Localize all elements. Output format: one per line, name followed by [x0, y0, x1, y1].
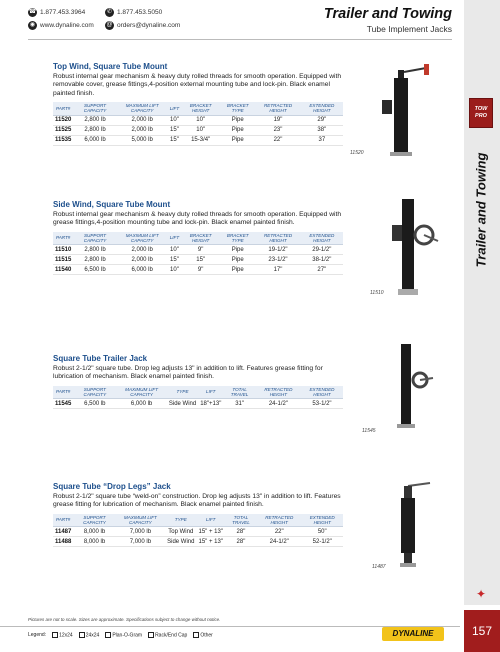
section-title: Square Tube Trailer Jack: [53, 354, 148, 363]
column-header: RETRACTED HEIGHT: [256, 386, 301, 399]
other-icon: [193, 632, 199, 638]
table-cell: 28": [225, 537, 257, 547]
table-cell: 53-1/2": [301, 399, 343, 409]
table-cell: 29-1/2": [301, 245, 343, 255]
rack-icon: [148, 632, 154, 638]
website-text: www.dynaline.com: [40, 22, 94, 29]
table-cell: Pipe: [220, 245, 255, 255]
spec-table: [53, 386, 343, 409]
table-cell: 10": [181, 115, 220, 125]
table-cell: 6,500 lb: [73, 265, 116, 275]
website-link[interactable]: [28, 21, 94, 30]
image-caption: 11487: [372, 564, 386, 570]
tow-pro-badge: TOW PRO: [469, 98, 493, 128]
table-cell: 2,800 lb: [73, 125, 116, 135]
table-cell: 6,500 lb: [73, 399, 116, 409]
box-icon: [79, 632, 85, 638]
dynaline-logo: DYNALINE: [382, 627, 444, 641]
table-header-row: [53, 514, 343, 527]
section-side-wind: [53, 200, 343, 275]
table-cell: 38": [301, 125, 343, 135]
table-row: [53, 135, 343, 145]
table-cell: 15": [168, 125, 181, 135]
table-cell: 15": [168, 255, 181, 265]
table-cell: 6,000 lb: [116, 399, 167, 409]
table-cell: 23": [255, 125, 300, 135]
table-cell: 7,000 lb: [116, 537, 166, 547]
table-cell: 2,800 lb: [73, 115, 116, 125]
column-header: PART#: [53, 386, 73, 399]
page-subtitle: Tube Implement Jacks: [366, 24, 452, 34]
table-cell: 2,000 lb: [117, 255, 168, 265]
column-header: LIFT: [196, 514, 224, 527]
table-cell: 18"+13": [200, 400, 222, 407]
maple-leaf-icon: ✦: [476, 587, 487, 601]
table-cell: 6,000 lb: [73, 135, 116, 145]
table-cell: Pipe: [220, 265, 255, 275]
column-header: TOTAL TRAVEL: [225, 514, 257, 527]
footer-note: Pictures are not to scale. Sizes are approximate. Specifications subject to change without notice.: [28, 617, 221, 622]
table-cell: Side Wind: [168, 400, 197, 407]
legend: [28, 632, 213, 638]
table-row: [53, 527, 343, 537]
table-row: [53, 125, 343, 135]
column-header: EXTENDED HEIGHT: [301, 386, 343, 399]
legend-item-12x24: 12x24: [52, 632, 73, 638]
phone-contact-1[interactable]: [28, 8, 85, 17]
section-description: Robust 2-1/2" square tube “weld-on” construction. Drop leg adjusts 13" in addition to lift. Features grease fitting for lubrication of mechanism. Black enamel painted finish.: [53, 493, 341, 509]
table-cell: 2,000 lb: [117, 245, 168, 255]
image-caption: 11510: [370, 290, 384, 296]
table-cell: 8,000 lb: [73, 527, 115, 537]
table-cell: Top Wind: [165, 527, 196, 537]
side-strip: [464, 0, 500, 605]
table-cell: 27": [301, 265, 343, 275]
image-caption: 11545: [362, 428, 376, 434]
spec-table: [53, 102, 343, 145]
table-cell: 17": [255, 265, 300, 275]
column-header: MAXIMUM LIFT CAPACITY: [116, 514, 166, 527]
table-cell: 24-1/2": [257, 537, 302, 547]
table-cell: 10": [168, 245, 181, 255]
table-cell: 6,000 lb: [117, 265, 168, 275]
table-cell: Side Wind: [167, 538, 195, 545]
table-cell: 28": [225, 527, 257, 537]
fax-icon: ✆: [106, 9, 113, 15]
table-cell: 24-1/2": [256, 399, 301, 409]
part-number-cell: 11545: [55, 400, 72, 407]
section-description: Robust internal gear mechanism & heavy duty rolled threads for smooth operation. Equipped with removable cover, grease fittings,4-position external mounting tube and lock-pin. Black enamel painted finish.: [53, 73, 342, 97]
table-cell: 10": [168, 265, 181, 275]
column-header: BRACKET HEIGHT: [181, 232, 220, 245]
table-cell: 22": [255, 135, 300, 145]
table-cell: 2,800 lb: [73, 255, 116, 265]
table-cell: 7,000 lb: [116, 527, 166, 537]
table-cell: 2,000 lb: [117, 125, 168, 135]
top-wind-jack-image: [370, 60, 440, 160]
table-cell: 2,000 lb: [117, 115, 168, 125]
column-header: BRACKET TYPE: [220, 102, 255, 115]
table-row: [53, 255, 343, 265]
part-number-cell: 11535: [55, 137, 72, 144]
page-number: 157: [464, 610, 500, 652]
drop-legs-jack-image: [390, 480, 445, 570]
section-title: Square Tube “Drop Legs” Jack: [53, 482, 171, 491]
spec-table: [53, 514, 343, 547]
column-header: SUPPORT CAPACITY: [73, 514, 115, 527]
table-cell: 8,000 lb: [73, 537, 115, 547]
column-header: BRACKET TYPE: [220, 232, 255, 245]
column-header: RETRACTED HEIGHT: [255, 232, 300, 245]
section-description: Robust 2-1/2" square tube. Drop leg adjusts 13" in addition to lift. Features grease fitting for lubrication of mechanism. Black enamel painted finish.: [53, 365, 323, 381]
column-header: TOTAL TRAVEL: [223, 386, 256, 399]
page-title: Trailer and Towing: [323, 6, 452, 22]
column-header: MAXIMUM LIFT CAPACITY: [117, 232, 168, 245]
table-cell: 19": [255, 115, 300, 125]
table-header-row: [53, 386, 343, 399]
table-cell: 19-1/2": [255, 245, 300, 255]
table-cell: Pipe: [220, 125, 255, 135]
shelf-icon: [105, 632, 111, 638]
section-drop-legs: [53, 482, 343, 547]
section-top-wind: [53, 62, 343, 146]
table-cell: 10": [168, 115, 181, 125]
section-description: Robust internal gear mechanism & heavy duty rolled threads for smooth operation. Equipped with grease fittings,4-position mounting tube and lock-pin. Black enamel painted finish.: [53, 211, 342, 227]
phone-text-2: 1.877.453.5050: [117, 9, 163, 16]
side-category-label: [464, 145, 498, 275]
table-cell: 15" + 13": [198, 538, 223, 545]
globe-icon: ◉: [29, 22, 36, 28]
table-cell: 38-1/2": [301, 255, 343, 265]
table-cell: 52-1/2": [302, 537, 344, 547]
column-header: SUPPORT CAPACITY: [73, 386, 116, 399]
column-header: EXTENDED HEIGHT: [302, 514, 344, 527]
table-cell: 23-1/2": [255, 255, 300, 265]
image-caption: 11520: [350, 150, 364, 156]
table-row: [53, 399, 343, 409]
table-cell: Pipe: [220, 255, 255, 265]
spec-table: [53, 232, 343, 275]
column-header: TYPE: [165, 514, 196, 527]
table-row: [53, 115, 343, 125]
column-header: RETRACTED HEIGHT: [255, 102, 300, 115]
column-header: SUPPORT CAPACITY: [73, 102, 116, 115]
column-header: MAXIMUM LIFT CAPACITY: [116, 386, 167, 399]
email-text: orders@dynaline.com: [117, 22, 181, 29]
part-number-cell: 11515: [55, 256, 72, 263]
table-cell: 29": [301, 115, 343, 125]
box-icon: [52, 632, 58, 638]
table-cell: 15-3/4": [181, 135, 220, 145]
trailer-jack-image: [385, 340, 445, 430]
legend-item-other: Other: [193, 632, 213, 638]
column-header: MAXIMUM LIFT CAPACITY: [117, 102, 168, 115]
column-header: PART#: [53, 514, 73, 527]
part-number-cell: 11487: [55, 528, 72, 535]
column-header: LIFT: [198, 386, 223, 399]
part-number-cell: 11520: [55, 117, 72, 124]
part-number-cell: 11488: [55, 538, 72, 545]
header: [0, 0, 500, 40]
table-cell: 22": [257, 527, 302, 537]
table-cell: 31": [223, 399, 256, 409]
table-cell: Pipe: [220, 115, 255, 125]
section-trailer-jack: [53, 354, 343, 409]
legend-item-24x24: 24x24: [79, 632, 100, 638]
table-cell: 9": [181, 265, 220, 275]
part-number-cell: 11525: [55, 127, 72, 134]
table-header-row: [53, 232, 343, 245]
column-header: PART#: [53, 102, 73, 115]
table-header-row: [53, 102, 343, 115]
column-header: LIFT: [168, 232, 181, 245]
table-cell: 15": [168, 135, 181, 145]
table-row: [53, 245, 343, 255]
table-cell: 15" + 13": [198, 528, 223, 535]
column-header: BRACKET HEIGHT: [181, 102, 220, 115]
column-header: TYPE: [167, 386, 198, 399]
table-cell: Pipe: [220, 135, 255, 145]
column-header: EXTENDED HEIGHT: [301, 232, 343, 245]
table-cell: 5,000 lb: [117, 135, 168, 145]
phone-icon: ☎: [28, 9, 37, 15]
header-divider: [28, 39, 452, 40]
column-header: PART#: [53, 232, 73, 245]
table-cell: 10": [181, 125, 220, 135]
table-row: [53, 537, 343, 547]
legend-label: Legend:: [28, 632, 47, 639]
table-cell: 37: [301, 135, 343, 145]
table-cell: 9": [181, 245, 220, 255]
table-row: [53, 265, 343, 275]
email-link[interactable]: [105, 21, 180, 30]
section-title: Side Wind, Square Tube Mount: [53, 200, 171, 209]
legend-item-planogram: Plan-O-Gram: [105, 632, 142, 638]
mail-icon: @: [106, 22, 113, 28]
side-wind-jack-image: [380, 195, 450, 300]
part-number-cell: 11540: [55, 266, 72, 273]
phone-text-1: 1.877.453.3964: [40, 9, 86, 16]
table-cell: 15": [181, 255, 220, 265]
table-cell: 2,800 lb: [73, 245, 116, 255]
side-category-text: Trailer and Towing: [473, 152, 489, 268]
legend-item-rack: Rack/End Cap: [148, 632, 187, 638]
phone-contact-2[interactable]: [105, 8, 162, 17]
column-header: LIFT: [168, 102, 181, 115]
table-cell: 50": [302, 527, 344, 537]
column-header: SUPPORT CAPACITY: [73, 232, 116, 245]
column-header: EXTENDED HEIGHT: [301, 102, 343, 115]
column-header: RETRACTED HEIGHT: [257, 514, 302, 527]
section-title: Top Wind, Square Tube Mount: [53, 62, 168, 71]
part-number-cell: 11510: [55, 246, 72, 253]
